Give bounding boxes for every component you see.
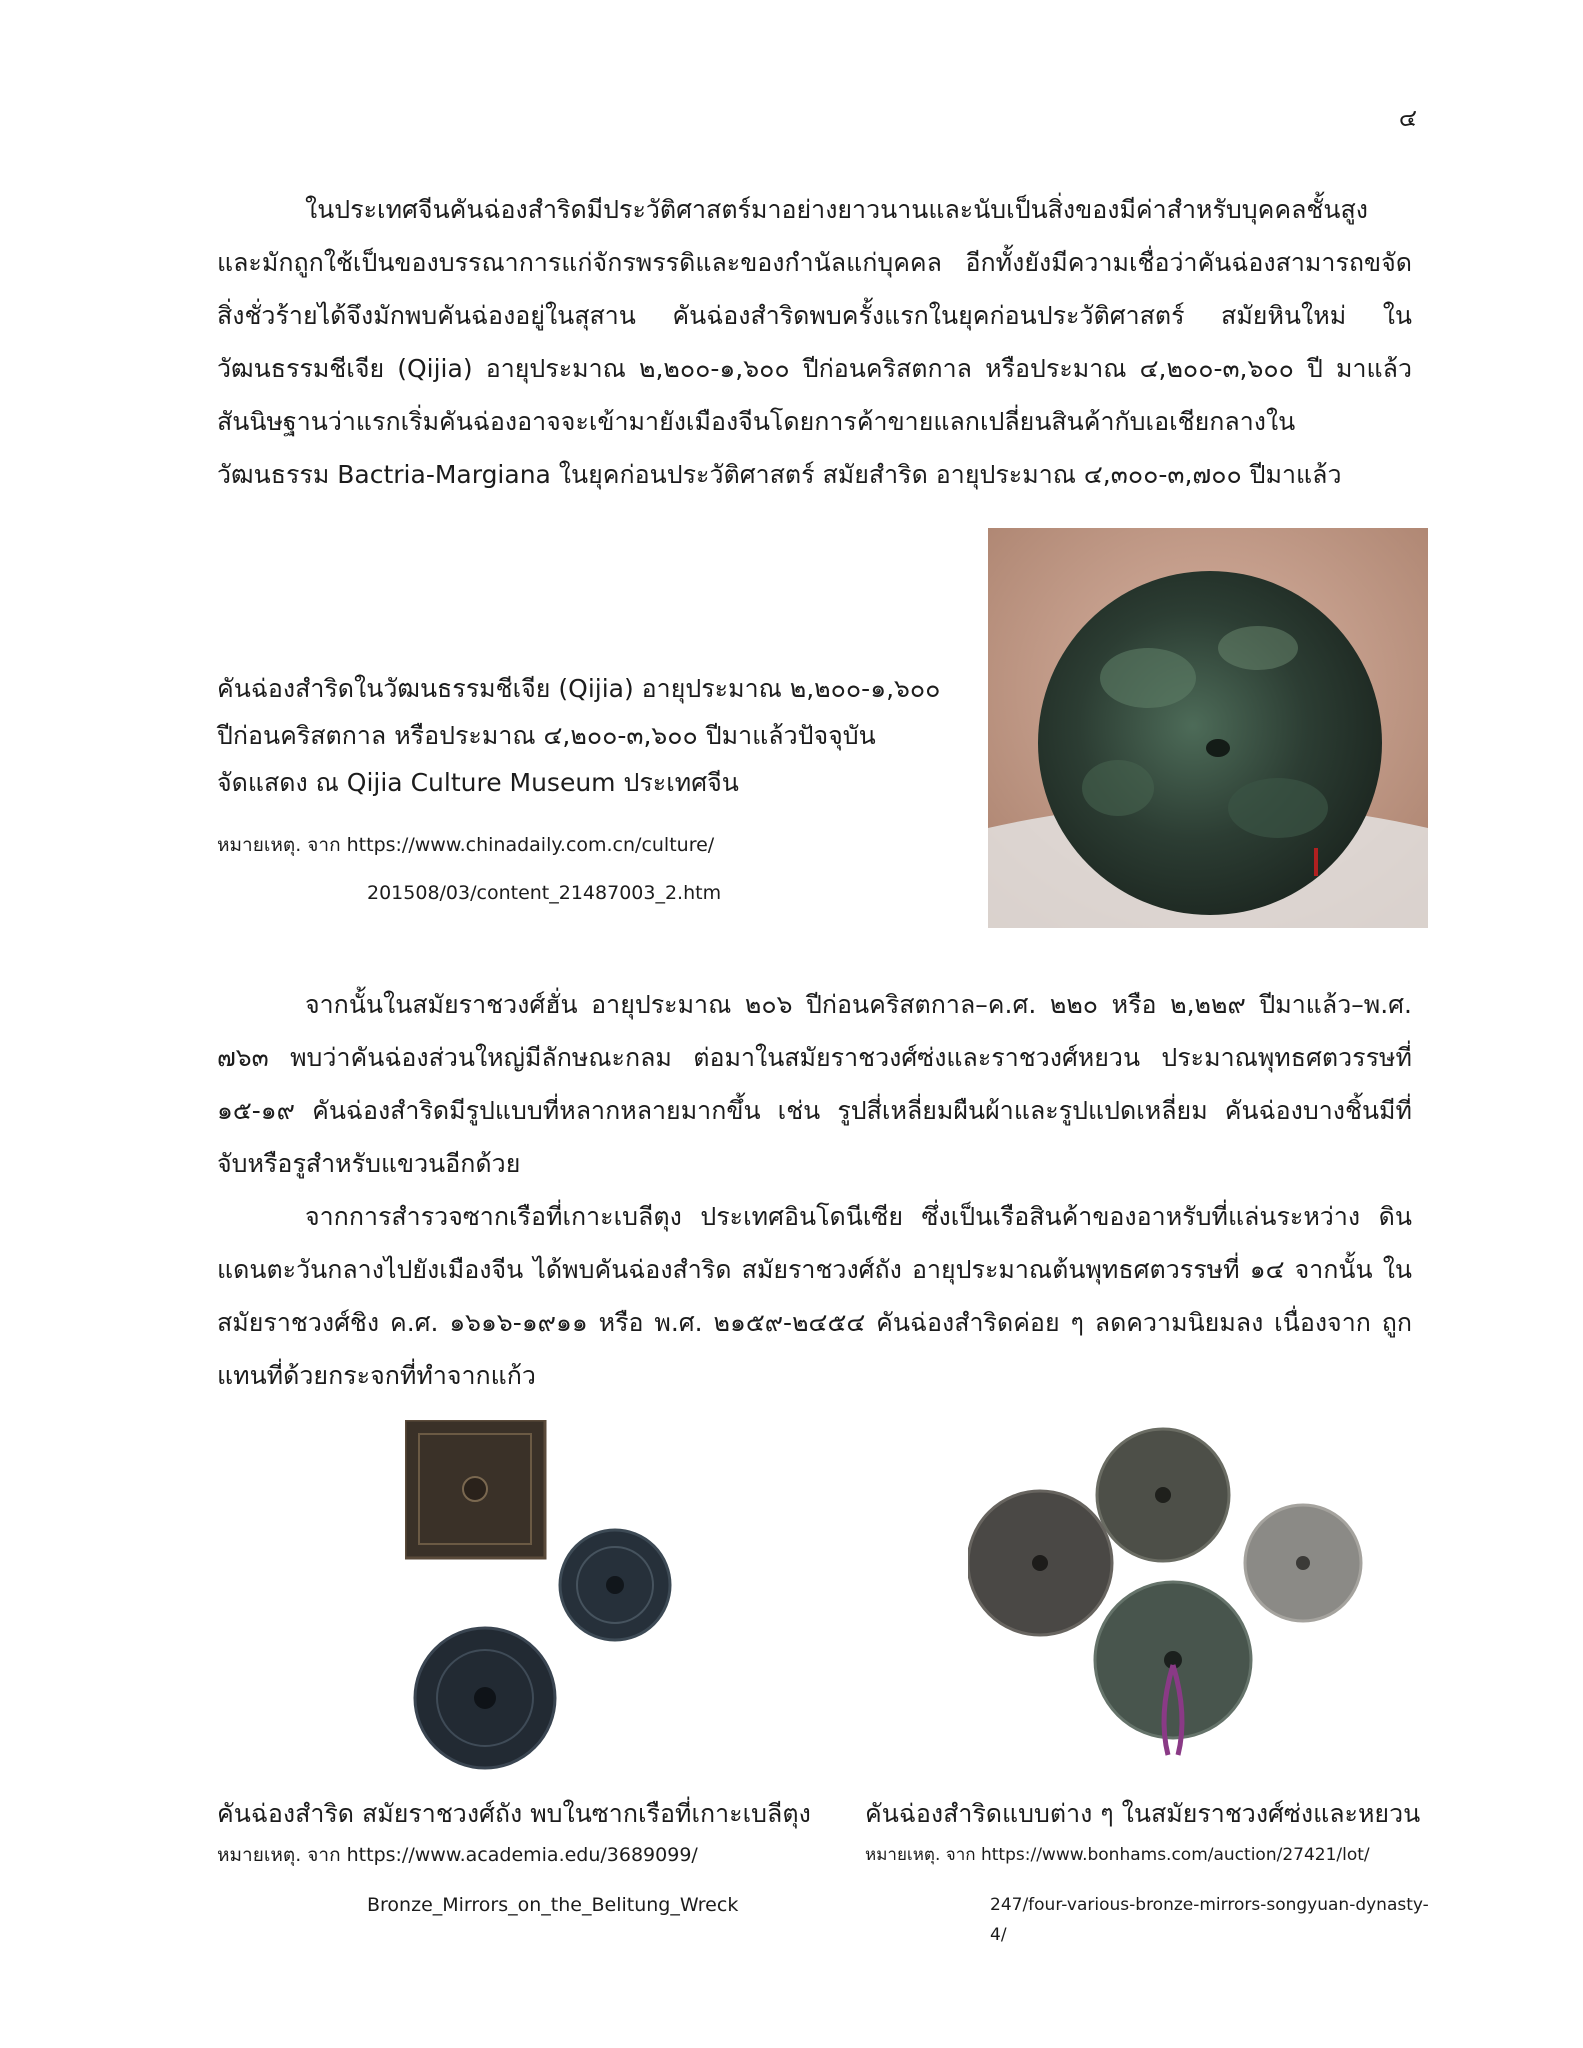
figure3-note-line: 247/four-various-bronze-mirrors-songyuan-dynasty-4/ [990,1895,1429,1945]
song-yuan-mirrors-illustration [968,1425,1373,1770]
figure1-source-note [217,830,977,908]
paragraph-belitung-text: จากการสำรวจซากเรือที่เกาะเบลีตุง ประเทศอินโดนีเซีย ซึ่งเป็นเรือสินค้าของอาหรับที่แล่นระหว่าง ดินแดนตะวันกลางไปยังเมืองจีน ได้พบคันฉ่องสำริด สมัยราชวงศ์ถัง อายุประมาณต้นพุทธศตวรรษที่ ๑๔ จากนั้น ในสมัยราชวงศ์ชิง ค.ศ. ๑๖๑๖-๑๙๑๑ หรือ พ.ศ. ๒๑๕๙-๒๔๕๔ คันฉ่องสำริดค่อย ๆ ลดความนิยมลง เนื่องจาก ถูกแทนที่ด้วยกระจกที่ทำจากแก้ว [217,1202,1412,1390]
figure1-caption [217,665,977,806]
figure2-note-line: หมายเหตุ. จาก https://www.academia.edu/3689099/ [217,1844,698,1866]
figure1-note-line: หมายเหตุ. จาก https://www.chinadaily.com.cn/culture/ [217,834,715,856]
qijia-mirror-illustration [988,528,1428,928]
paragraph-belitung [217,1190,1412,1402]
figure1-note-line: 201508/03/content_21487003_2.htm [367,882,722,904]
paragraph-han-song [217,978,1412,1190]
figure1-caption-line: ปีก่อนคริสตกาล หรือประมาณ ๔,๒๐๐-๓,๖๐๐ ปีมาแล้วปัจจุบัน [217,721,876,750]
figure3-note-line: หมายเหตุ. จาก https://www.bonhams.com/auction/27421/lot/ [865,1845,1370,1865]
figure2-source-note [217,1840,837,1920]
tang-mirrors-photo [405,1420,705,1775]
paragraph-intro-text: ในประเทศจีนคันฉ่องสำริดมีประวัติศาสตร์มาอย่างยาวนานและนับเป็นสิ่งของมีค่าสำหรับบุคคลชั้นสูง และมักถูกใช้เป็นของบรรณาการแก่จักรพรรดิและของกำนัลแก่บุคคล อีกทั้งยังมีความเชื่อว่าคันฉ่องสามารถขจัดสิ่งชั่วร้ายได้จึงมักพบคันฉ่องอยู่ในสุสาน คันฉ่องสำริดพบครั้งแรกในยุคก่อนประวัติศาสตร์ สมัยหินใหม่ ในวัฒนธรรมชีเจีย (Qijia) อายุประมาณ ๒,๒๐๐-๑,๖๐๐ ปีก่อนคริสตกาล หรือประมาณ ๔,๒๐๐-๓,๖๐๐ ปี มาแล้ว สันนิษฐานว่าแรกเริ่มคันฉ่องอาจจะเข้ามายังเมืองจีนโดยการค้าขายแลกเปลี่ยนสินค้ากับเอเชียกลางใน วัฒนธรรม Bactria-Margiana ในยุคก่อนประวัติศาสตร์ สมัยสำริด อายุประมาณ ๔,๓๐๐-๓,๗๐๐ ปีมาแล้ว [217,195,1412,489]
figure3-source-note [865,1840,1445,1950]
figure3-caption-line: คันฉ่องสำริดแบบต่าง ๆ ในสมัยราชวงศ์ซ่งและหยวน [865,1799,1421,1828]
figure2-note-line: Bronze_Mirrors_on_the_Belitung_Wreck [367,1894,739,1916]
page-number: ๔ [1398,104,1417,132]
qijia-mirror-photo [988,528,1428,928]
figure1-caption-line: คันฉ่องสำริดในวัฒนธรรมชีเจีย (Qijia) อายุประมาณ ๒,๒๐๐-๑,๖๐๐ [217,674,941,703]
paragraph-han-song-text: จากนั้นในสมัยราชวงศ์ฮั่น อายุประมาณ ๒๐๖ ปีก่อนคริสตกาล–ค.ศ. ๒๒๐ หรือ ๒,๒๒๙ ปีมาแล้ว–พ.ศ. ๗๖๓ พบว่าคันฉ่องส่วนใหญ่มีลักษณะกลม ต่อมาในสมัยราชวงศ์ซ่งและราชวงศ์หยวน ประมาณพุทธศตวรรษที่ ๑๕-๑๙ คันฉ่องสำริดมีรูปแบบที่หลากหลายมากขึ้น เช่น รูปสี่เหลี่ยมผืนผ้าและรูปแปดเหลี่ยม คันฉ่องบางชิ้นมีที่ จับหรือรูสำหรับแขวนอีกด้วย [217,990,1412,1178]
tang-mirrors-illustration [405,1420,705,1775]
paragraph-intro [217,183,1412,501]
song-yuan-mirrors-photo [968,1425,1373,1770]
figure3-caption [865,1790,1425,1837]
figure2-caption-line: คันฉ่องสำริด สมัยราชวงศ์ถัง พบในซากเรือที่เกาะเบลีตุง [217,1799,811,1828]
figure1-caption-line: จัดแสดง ณ Qijia Culture Museum ประเทศจีน [217,768,739,797]
figure2-caption [217,1790,837,1837]
